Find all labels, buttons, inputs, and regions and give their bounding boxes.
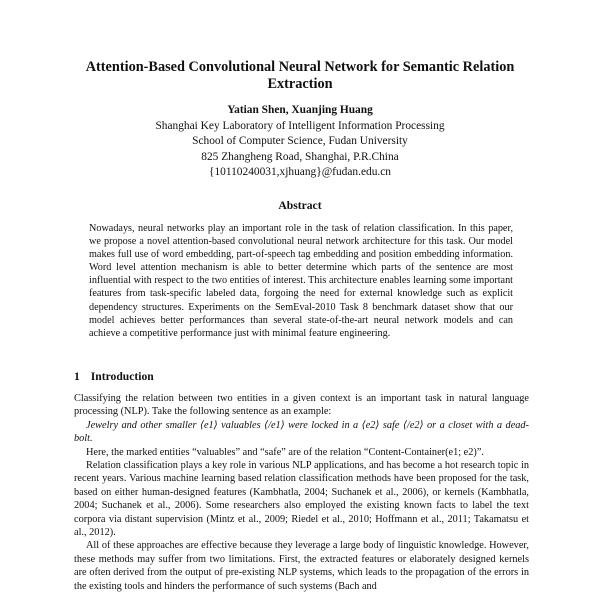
section-number: 1 bbox=[74, 370, 80, 383]
intro-paragraph-4: All of these approaches are effective because they leverage a large body of linguistic knowledge. However, these methods may suffer from two limitations. First, the extracted features or elaborately designed kernels are often derived from the output of pre-existing NLP systems, which leads to the propagation of the errors in the existing tools and hinders the performance of such systems (Bach and bbox=[74, 540, 529, 592]
author-email: {10110240031,xjhuang}@fudan.edu.cn bbox=[208, 166, 392, 178]
intro-example-sentence bbox=[74, 419, 529, 446]
example-text: Jewelry and other smaller ⟨e1⟩ valuables ⟨/e1⟩ were locked in a ⟨e2⟩ safe ⟨/e2⟩ or a closet with a dead-bolt. bbox=[74, 419, 529, 445]
intro-paragraph-3: Relation classification plays a key role in various NLP applications, and has become a hot research topic in recent years. Various machine learning based relation classification methods have been proposed for the task, based on either human-designed features (Kambhatla, 2004; Suchanek et al., 2006), or kernels (Kambhatla, 2004; Suchanek et al., 2006). Some researchers also employed the existing known facts to label the text corpora via distant supervision (Mintz et al., 2009; Riedel et al., 2010; Hoffmann et al., 2011; Takamatsu et al., 2012). bbox=[74, 460, 529, 539]
section-heading-introduction bbox=[74, 370, 154, 383]
introduction-body bbox=[74, 392, 529, 593]
paper-title: Attention-Based Convolutional Neural Network for Semantic Relation Extraction bbox=[85, 59, 515, 92]
author-block bbox=[100, 103, 500, 181]
intro-paragraph-1: Classifying the relation between two entities in a given context is an important task in natural language processing (NLP). Take the following sentence as an example: bbox=[74, 393, 529, 418]
affiliation-school: School of Computer Science, Fudan University bbox=[192, 135, 408, 147]
section-title: Introduction bbox=[90, 370, 154, 383]
author-address: 825 Zhangheng Road, Shanghai, P.R.China bbox=[201, 150, 399, 163]
abstract-text: Nowadays, neural networks play an important role in the task of relation classification. In this paper, we propose a novel attention-based convolutional neural network architecture for this task. Our model makes full use of word embedding, part-of-speech tag embedding and position embedding information. Word level attention mechanism is able to better determine which parts of the sentence are most influential with respect to the two entities of interest. This architecture enables learning some important features from task-specific labeled data, forgoing the need for external knowledge such as explicit dependency structures. Experiments on the SemEval-2010 Task 8 benchmark dataset show that our model achieves better performances than several state-of-the-art neural network models and can achieve a competitive performance just with minimal feature engineering. bbox=[89, 223, 513, 339]
affiliation-lab: Shanghai Key Laboratory of Intelligent Information Processing bbox=[155, 119, 445, 132]
intro-paragraph-2: Here, the marked entities “valuables” and “safe” are of the relation “Content-Container(e1; e2)”. bbox=[86, 446, 484, 458]
author-names: Yatian Shen, Xuanjing Huang bbox=[227, 104, 373, 116]
abstract-heading: Abstract bbox=[278, 199, 322, 212]
